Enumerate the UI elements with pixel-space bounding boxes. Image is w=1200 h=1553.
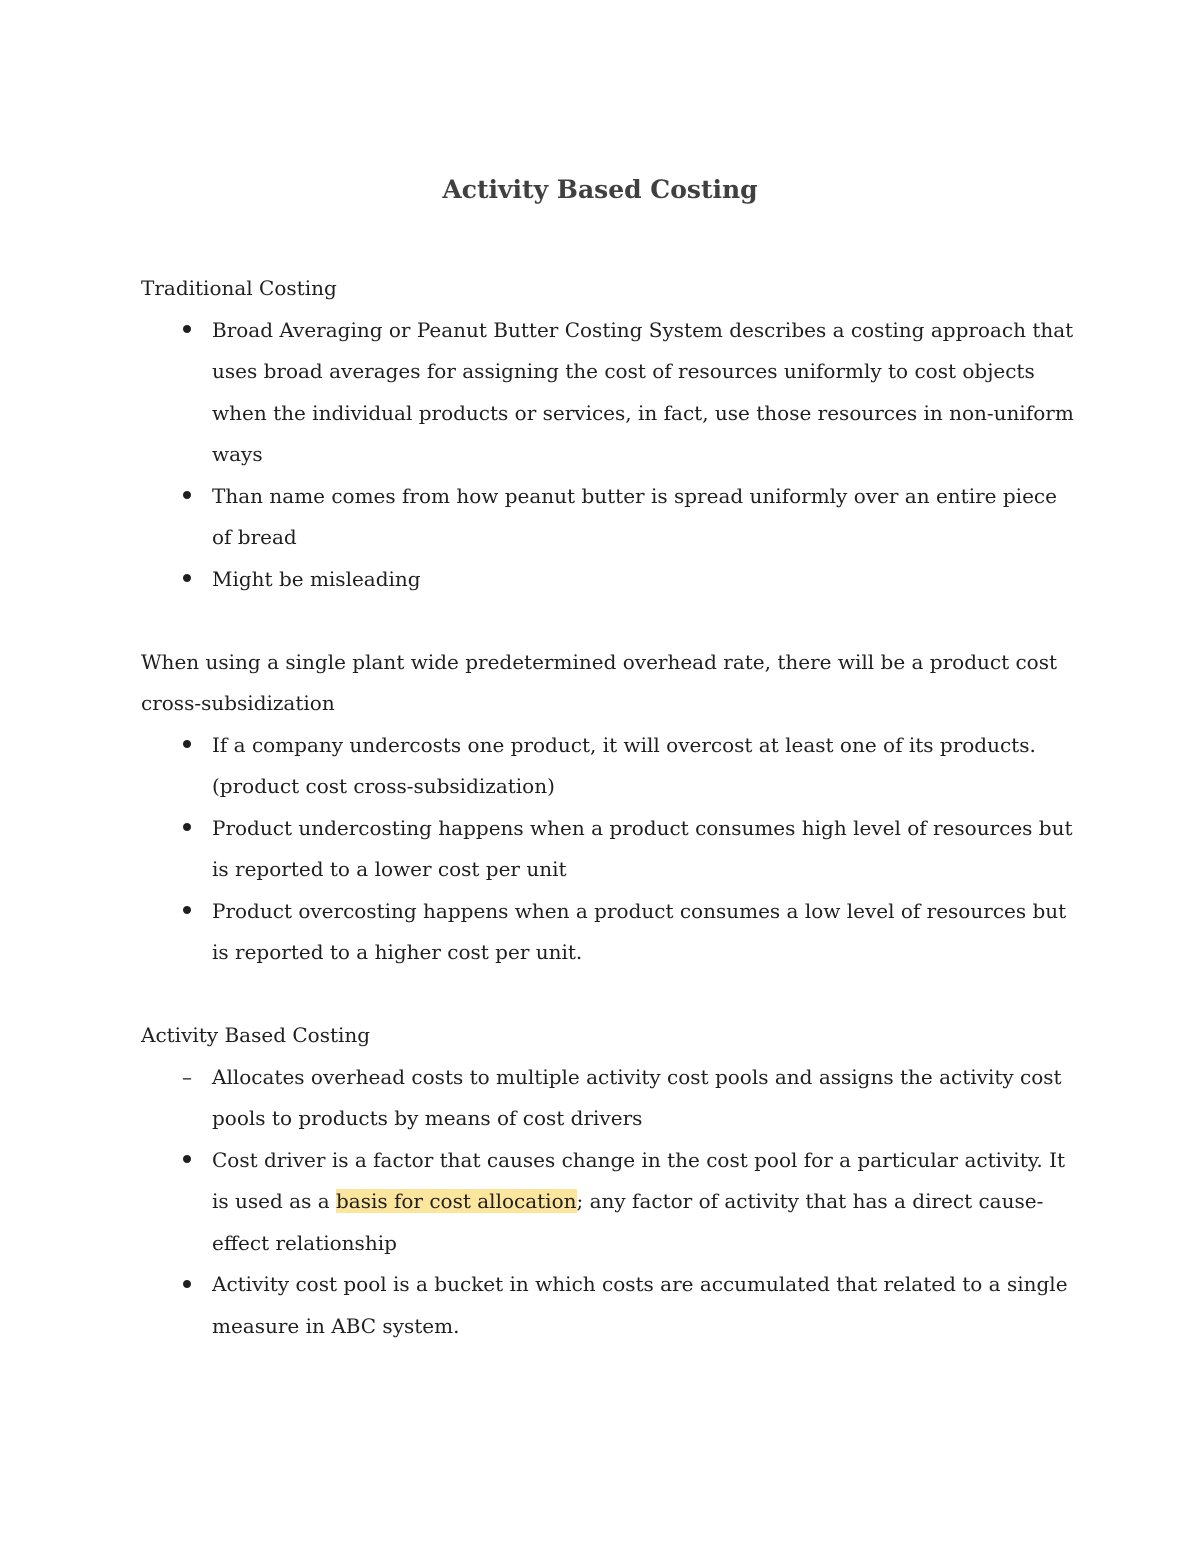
list-item: [141, 310, 1076, 476]
bullet-icon: [177, 559, 197, 601]
list-item: [141, 1264, 1076, 1347]
list-item-text: Broad Averaging or Peanut Butter Costing System describes a costing approach that uses broad averages for assigning the cost of resources uniformly to cost objects when the individual products or services, in fact, use those resources in non-uniform ways: [212, 317, 1074, 466]
bullet-icon: [177, 476, 197, 518]
list-item: [141, 559, 1076, 601]
sub-bullet-list: [141, 1140, 1076, 1348]
list-item-text: Product overcosting happens when a product consumes a low level of resources but is reported to a higher cost per unit.: [212, 898, 1067, 964]
section-heading-activity-based-costing: Activity Based Costing: [141, 1023, 371, 1047]
dash-list-activity-based-costing: [141, 1057, 1076, 1348]
list-item-text: Might be misleading: [212, 566, 421, 591]
document-title: Activity Based Costing: [442, 175, 758, 204]
section-heading-traditional-costing: Traditional Costing: [141, 276, 337, 300]
bullet-icon: [177, 1140, 197, 1182]
list-item: [141, 476, 1076, 559]
section-heading-cross-subsidization: When using a single plant wide predetermined overhead rate, there will be a product cost cross-subsidization: [141, 649, 1058, 715]
list-item: [141, 891, 1076, 974]
list-item-text: Than name comes from how peanut butter is spread uniformly over an entire piece of bread: [212, 483, 1057, 549]
bullet-icon: [177, 725, 197, 767]
list-item-text: Product undercosting happens when a product consumes high level of resources but is reported to a lower cost per unit: [212, 815, 1073, 881]
spacer: [141, 600, 1076, 642]
document-body: [141, 268, 1076, 1347]
list-item: [141, 1140, 1076, 1265]
list-item-text-cost-driver: [212, 1148, 1065, 1255]
list-item: [141, 725, 1076, 808]
bullet-icon: [177, 808, 197, 850]
bullet-icon: [177, 1264, 197, 1306]
bullet-list-cross-subsidization: [141, 725, 1076, 974]
dash-icon: –: [182, 1064, 192, 1089]
bullet-list-traditional-costing: [141, 310, 1076, 601]
bullet-icon: [177, 891, 197, 933]
list-item-text: Allocates overhead costs to multiple activity cost pools and assigns the activity cost pools to products by means of cost drivers: [212, 1064, 1062, 1130]
list-item-text: Activity cost pool is a bucket in which costs are accumulated that related to a single measure in ABC system.: [212, 1272, 1068, 1338]
spacer: [141, 974, 1076, 1016]
list-item-text: If a company undercosts one product, it will overcost at least one of its products. (product cost cross-subsidization): [212, 732, 1036, 798]
highlighted-text: basis for cost allocation: [335, 1189, 577, 1213]
bullet-icon: [177, 310, 197, 352]
text-run: ; any factor of activity that has a direct cause-effect relationship: [212, 1189, 1044, 1255]
list-item: [141, 808, 1076, 891]
list-item: [141, 1057, 1076, 1348]
text-run: Cost driver is a factor that causes change in the cost pool for a particular activity. It is used as a: [212, 1147, 1066, 1213]
